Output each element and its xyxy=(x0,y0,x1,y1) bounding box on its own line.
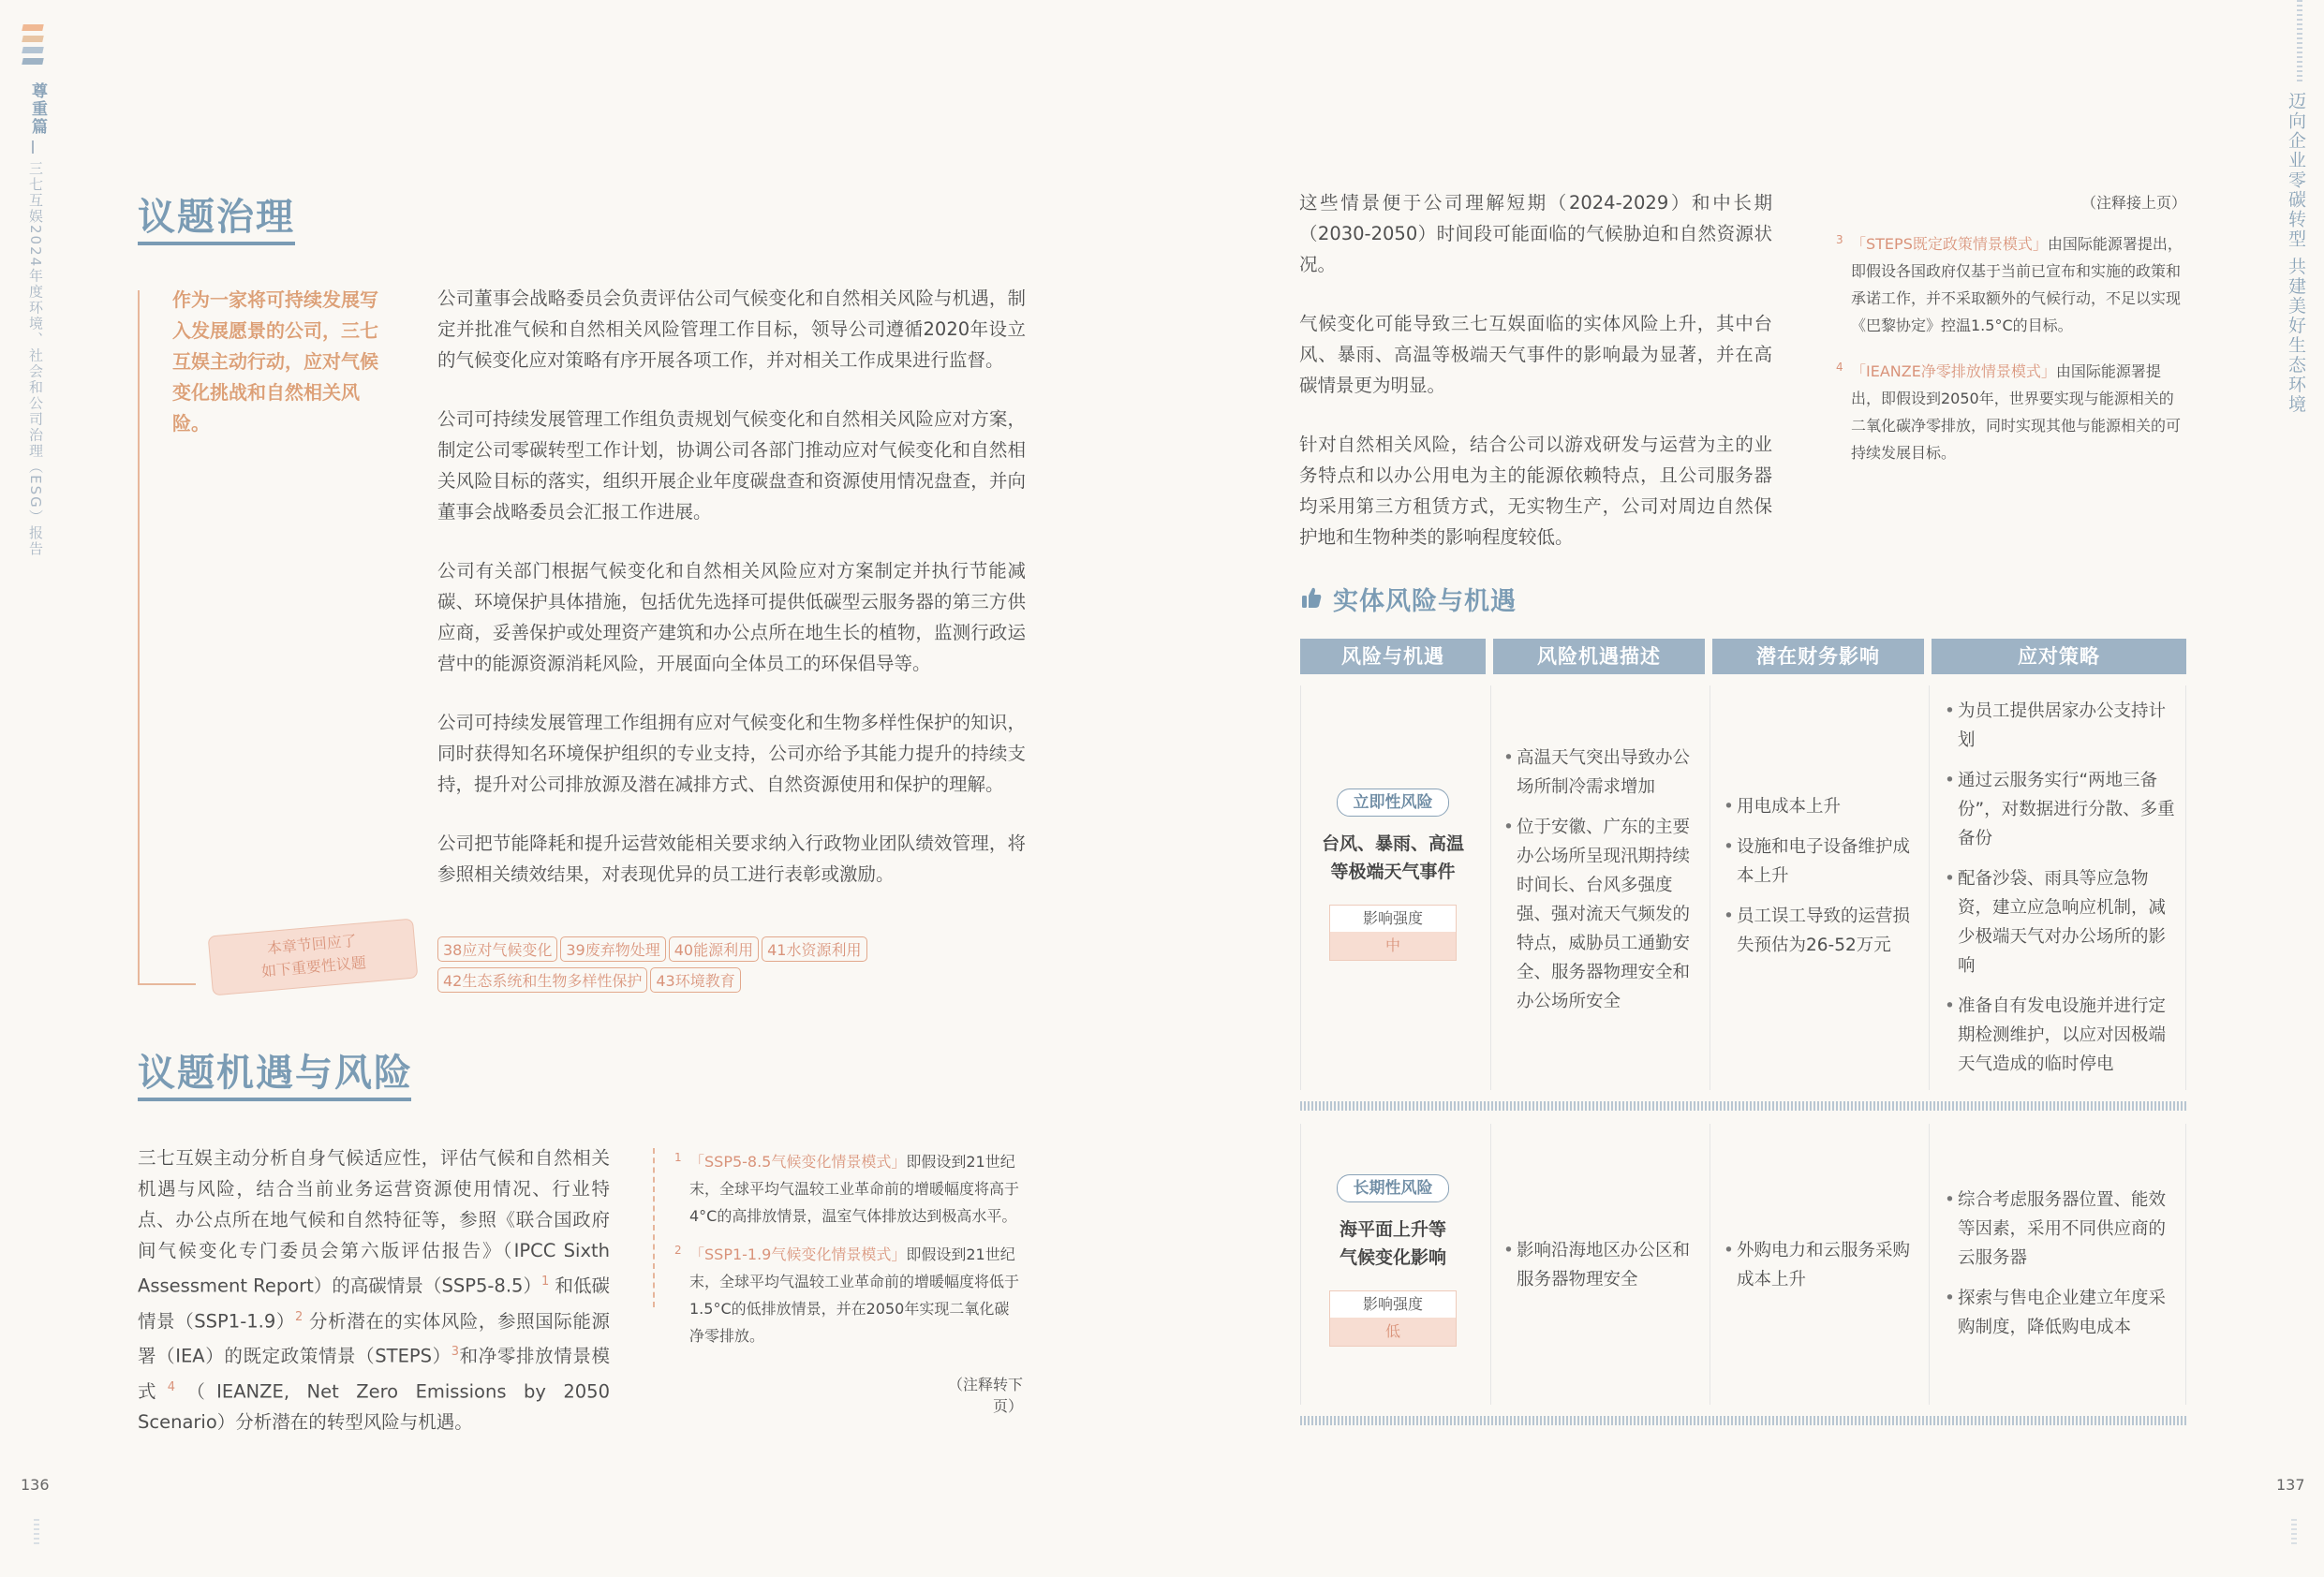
footnote-number: 3 xyxy=(1836,233,1843,246)
table-header-cell: 潜在财务影响 xyxy=(1712,639,1924,674)
list-item: • 设施和电子设备维护成本上升 xyxy=(1724,833,1920,891)
text-run: 三七互娱主动分析自身气候适应性，评估气候和自然相关机遇与风险，结合当前业务运营资源使用情况、行业特点、办公点所在地气候和自然特征等，参照《联合国政府间气候变化专门委员会第六版评估报告》（IPCC Sixth Assessment Report）的高碳情景（SSP5-8.5） xyxy=(138,1147,610,1297)
material-topics-stamp xyxy=(208,919,419,996)
risk-table-heading: 实体风险与机遇 xyxy=(1333,587,1517,616)
response-strategies xyxy=(1945,697,2183,1090)
decoration xyxy=(34,1519,39,1545)
opportunities-heading: 议题机遇与风险 xyxy=(138,1051,413,1095)
quote-bar xyxy=(138,983,196,985)
risk-descriptions xyxy=(1503,744,1700,1027)
quote-bar xyxy=(138,290,140,983)
impact-indicator xyxy=(1329,905,1457,961)
section-stripes-decoration xyxy=(22,24,43,69)
footnotes-right xyxy=(1836,230,2188,478)
risk-name-line: 气候变化影响 xyxy=(1339,1247,1446,1268)
topic-tag: 43环境教育 xyxy=(650,967,740,993)
stripe xyxy=(22,36,43,42)
paragraph: 公司有关部门根据气候变化和自然相关风险应对方案制定并执行节能减碳、环境保护具体措施，包括优先选择可提供低碳型云服务器的第三方供应商，妥善保护或处理资产建筑和办公点所在地生长的植物，监测行政运营中的能源资源消耗风险，开展面向全体员工的环保倡导等。 xyxy=(437,560,1026,674)
footnote-ref[interactable]: 2 xyxy=(294,1309,303,1324)
divider xyxy=(32,140,34,154)
column-divider xyxy=(1929,685,1930,1090)
list-item: • 位于安徽、广东的主要办公场所呈现汛期持续时间长、台风多强度强、强对流天气频发的特点，威胁员工通勤安全、服务器物理安全和办公场所安全 xyxy=(1503,813,1700,1016)
risk-type-badge: 长期性风险 xyxy=(1337,1174,1449,1202)
risk-name-line: 等极端天气事件 xyxy=(1330,862,1456,882)
footnote-text: 即假设到21世纪末，全球平均气温较工业革命前的增暖幅度将高于4°C的高排放情景，温室气体排放达到极高水平。 xyxy=(689,1153,1020,1225)
list-item: • 探索与售电企业建立年度采购制度，降低购电成本 xyxy=(1945,1284,2183,1342)
chapter-title-vertical: 迈向企业零碳转型 共建美好生态环境 xyxy=(2286,92,2306,415)
stripe xyxy=(22,47,43,53)
footnote xyxy=(1836,230,2188,339)
text-run: 分析潜在的实体风险，参照国际能源署（IEA）的既定政策情景（STEPS） xyxy=(138,1310,610,1367)
heading-underline xyxy=(138,242,295,245)
footnote-number: 2 xyxy=(674,1244,682,1257)
list-item: • 影响沿海地区办公区和服务器物理安全 xyxy=(1503,1236,1700,1294)
column-divider xyxy=(1929,1124,1930,1405)
column-divider xyxy=(2185,685,2186,1090)
topic-tag: 42生态系统和生物多样性保护 xyxy=(437,967,647,993)
footnotes-left xyxy=(674,1148,1023,1361)
list-item: • 为员工提供居家办公支持计划 xyxy=(1945,697,2183,755)
list-item: • 综合考虑服务器位置、能效等因素，采用不同供应商的云服务器 xyxy=(1945,1186,2183,1273)
report-title-vertical: 三七互娱2024年度环境、社会和公司治理（ESG）报告 xyxy=(27,161,44,557)
footnote-text: 由国际能源署提出，即假设到2050年，世界要实现与能源相关的二氧化碳净零排放，同时实现其他与能源相关的可持续发展目标。 xyxy=(1851,362,2182,462)
paragraph: 公司董事会战略委员会负责评估公司气候变化和自然相关风险与机遇，制定并批准气候和自然相关风险管理工作目标，领导公司遵循2020年设立的气候变化应对策略有序开展各项工作，并对相关工作成果进行监督。 xyxy=(437,287,1026,371)
list-item: • 通过云服务实行“两地三备份”，对数据进行分散、多重备份 xyxy=(1945,766,2183,853)
governance-paragraphs xyxy=(437,283,1026,918)
paragraph: 这些情景便于公司理解短期（2024-2029）和中长期（2030-2050）时间段可能面临的气候胁迫和自然资源状况。 xyxy=(1299,192,1772,275)
impact-label: 影响强度 xyxy=(1330,1291,1456,1318)
table-row-risk xyxy=(1300,788,1486,961)
text-run: （IEANZE, Net Zero Emissions by 2050 Scenario）分析潜在的转型风险与机遇。 xyxy=(138,1380,610,1433)
table-header-cell: 风险机遇描述 xyxy=(1493,639,1705,674)
footnote-ref[interactable]: 1 xyxy=(540,1275,550,1289)
list-item: • 外购电力和云服务采购成本上升 xyxy=(1724,1236,1920,1294)
footnote-continued-note: （注释接上页） xyxy=(2080,194,2186,212)
footnote-dash-line xyxy=(653,1148,655,1307)
paragraph: 气候变化可能导致三七互娱面临的实体风险上升，其中台风、暴雨、高温等极端天气事件的影响最为显著，并在高碳情景更为明显。 xyxy=(1299,313,1772,396)
column-divider xyxy=(2185,1124,2186,1405)
table-header-cell: 应对策略 xyxy=(1932,639,2186,674)
footnote-term: 「SSP1-1.9气候变化情景模式」 xyxy=(689,1245,907,1263)
stamp-line: 本章节回应了 xyxy=(266,931,358,958)
column-divider xyxy=(1490,1124,1491,1405)
topic-tag: 39废弃物处理 xyxy=(560,936,665,962)
list-item: • 配备沙袋、雨具等应急物资，建立应急响应机制，减少极端天气对办公场所的影响 xyxy=(1945,864,2183,980)
paragraph: 公司可持续发展管理工作组拥有应对气候变化和生物多样性保护的知识，同时获得知名环境保护组织的专业支持，公司亦给予其能力提升的持续支持，提升对公司排放源及潜在减排方式、自然资源使用和保护的理解。 xyxy=(437,712,1026,795)
material-topic-tags xyxy=(437,936,878,998)
list-item: • 员工误工导致的运营损失预估为26-52万元 xyxy=(1724,902,1920,960)
financial-impacts xyxy=(1724,1236,1920,1305)
section-title-vertical: 尊重篇 xyxy=(28,82,47,136)
decoration xyxy=(2291,1519,2297,1545)
footnote-text: 由国际能源署提出，即假设各国政府仅基于当前已宣布和实施的政策和承诺工作，并不采取额外的气候行动，不足以实现《巴黎协定》控温1.5°C的目标。 xyxy=(1851,235,2183,334)
topic-tag: 38应对气候变化 xyxy=(437,936,557,962)
impact-value: 中 xyxy=(1330,932,1456,960)
list-item: • 准备自有发电设施并进行定期检测维护，以应对因极端天气造成的临时停电 xyxy=(1945,992,2183,1079)
text-run: 和净零排放情景模式 xyxy=(138,1345,610,1402)
right-paragraphs xyxy=(1299,187,1772,581)
stamp-line: 如下重要性议题 xyxy=(260,953,367,980)
impact-value: 低 xyxy=(1330,1318,1456,1346)
footnote-term: 「STEPS既定政策情景模式」 xyxy=(1851,235,2048,253)
page-number-right: 137 xyxy=(2276,1476,2305,1494)
footnote-ref[interactable]: 4 xyxy=(167,1379,176,1394)
paragraph: 针对自然相关风险，结合公司以游戏研发与运营为主的业务特点和以办公用电为主的能源依赖特点，且公司服务器均采用第三方租赁方式，无实物生产，公司对周边自然保护地和生物种类的影响程度较低。 xyxy=(1299,434,1772,548)
risk-type-badge: 立即性风险 xyxy=(1337,788,1449,817)
row-divider xyxy=(1300,1101,2186,1111)
risk-name-line: 海平面上升等 xyxy=(1339,1219,1446,1240)
opportunities-text xyxy=(138,1142,610,1437)
risk-name-line: 台风、暴雨、高温 xyxy=(1321,833,1464,854)
risk-name xyxy=(1300,830,1486,886)
intro-quote: 作为一家将可持续发展写入发展愿景的公司，三七互娱主动行动，应对气候变化挑战和自然相关风险。 xyxy=(172,288,378,435)
table-header-cell: 风险与机遇 xyxy=(1300,639,1486,674)
list-item: • 高温天气突出导致办公场所制冷需求增加 xyxy=(1503,744,1700,802)
paragraph: 公司把节能降耗和提升运营效能相关要求纳入行政物业团队绩效管理，将参照相关绩效结果，对表现优异的员工进行表彰或激励。 xyxy=(437,833,1026,885)
footnote xyxy=(674,1148,1023,1230)
table-row-risk xyxy=(1300,1174,1486,1347)
row-divider xyxy=(1300,1416,2186,1425)
risk-descriptions xyxy=(1503,1236,1700,1305)
footnote-text: 即假设到21世纪末，全球平均气温较工业革命前的增暖幅度将低于1.5°C的低排放情景，并在2050年实现二氧化碳净零排放。 xyxy=(689,1245,1020,1345)
topic-tag: 40能源利用 xyxy=(669,936,759,962)
footnote-term: 「IEANZE净零排放情景模式」 xyxy=(1851,362,2056,380)
impact-indicator xyxy=(1329,1290,1457,1347)
paragraph: 公司可持续发展管理工作组负责规划气候变化和自然相关风险应对方案，制定公司零碳转型工作计划，协调公司各部门推动应对气候变化和自然相关风险目标的落实，组织开展企业年度碳盘查和资源使用情况盘查，并向董事会战略委员会汇报工作进展。 xyxy=(437,408,1026,523)
footnote-continue-note: （注释转下页） xyxy=(947,1376,1023,1415)
footnote-number: 1 xyxy=(674,1151,682,1164)
page-number-left: 136 xyxy=(21,1476,50,1494)
topic-tag: 41水资源利用 xyxy=(762,936,866,962)
footnote-ref[interactable]: 3 xyxy=(451,1345,460,1359)
governance-heading: 议题治理 xyxy=(138,195,295,239)
impact-label: 影响强度 xyxy=(1330,906,1456,932)
financial-impacts xyxy=(1724,792,1920,971)
footnote-term: 「SSP5-8.5气候变化情景模式」 xyxy=(689,1153,907,1171)
heading-underline xyxy=(138,1098,411,1101)
footnote xyxy=(674,1241,1023,1349)
stripe xyxy=(22,24,43,31)
hand-icon xyxy=(1300,585,1323,613)
stripe xyxy=(22,58,43,65)
list-item: • 用电成本上升 xyxy=(1724,792,1920,821)
risk-name xyxy=(1300,1216,1486,1272)
response-strategies xyxy=(1945,1186,2183,1353)
column-divider xyxy=(1490,685,1491,1090)
footnote-number: 4 xyxy=(1836,361,1843,374)
footnote xyxy=(1836,358,2188,466)
text-run: 和低碳情景（SSP1-1.9） xyxy=(138,1275,610,1332)
decoration xyxy=(2297,0,2302,82)
